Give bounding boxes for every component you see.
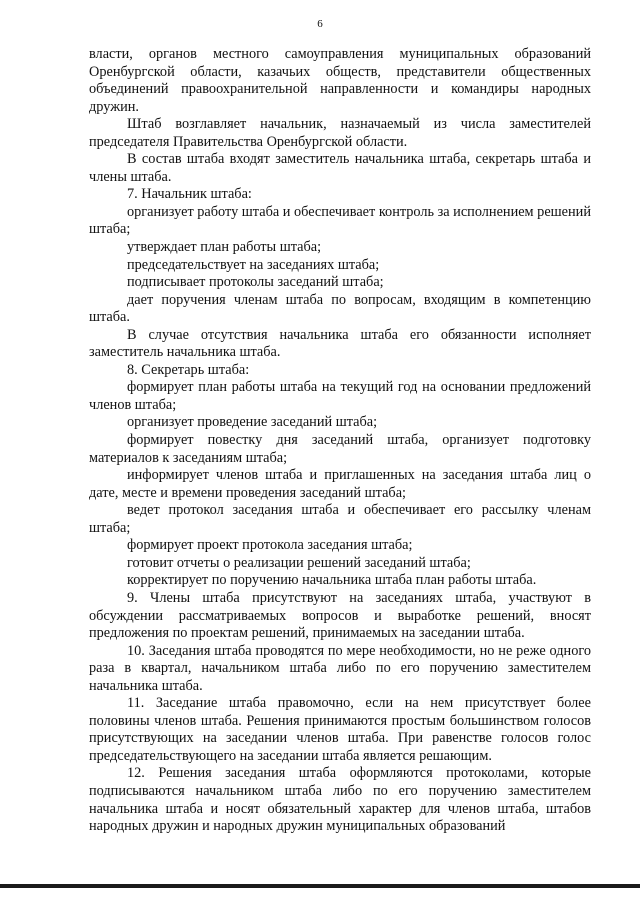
paragraph-head-of-staff: Штаб возглавляет начальник, назначаемый из числа заместителей председателя Правительства Оренбургской области. (89, 116, 591, 150)
list-item: информирует членов штаба и приглашенных на заседания штаба лиц о дате, месте и времени проведения заседаний штаба; (89, 467, 591, 501)
section-12-paragraph: 12. Решения заседания штаба оформляются протоколами, которые подписываются начальником штаба либо по его поручению заместителем начальника штаба и носят обязательный характер для членов штаба, штабов народных дружин и народных дружин муниципальных образований (89, 765, 591, 835)
section-10-paragraph: 10. Заседания штаба проводятся по мере необходимости, но не реже одного раза в квартал, начальником штаба либо по его поручению заместителем начальника штаба. (89, 642, 591, 694)
list-item: ведет протокол заседания штаба и обеспечивает его рассылку членам штаба; (89, 502, 591, 536)
section-8-heading: 8. Секретарь штаба: (127, 361, 250, 378)
document-body (89, 46, 591, 836)
list-item: организует работу штаба и обеспечивает контроль за исполнением решений штаба; (89, 203, 591, 238)
list-item: корректирует по поручению начальника штаба план работы штаба. (127, 572, 537, 589)
page-number: 6 (317, 18, 323, 30)
paragraph-staff-composition: В состав штаба входят заместитель начальника штаба, секретарь штаба и члены штаба. (89, 151, 591, 185)
list-item: подписывает протоколы заседаний штаба; (127, 274, 384, 291)
section-9-paragraph: 9. Члены штаба присутствуют на заседаниях штаба, участвуют в обсуждении рассматриваемых вопросов и выработке решений, вносят предложения по проектам решений, принимаемых на заседании штаба. (89, 589, 591, 642)
bottom-rule (0, 884, 640, 888)
list-item: организует проведение заседаний штаба; (127, 414, 378, 431)
list-item: дает поручения членам штаба по вопросам, входящим в компетенцию штаба. (89, 291, 591, 326)
paragraph-continuation: власти, органов местного самоуправления муниципальных образований Оренбургской области, казачьих обществ, представители общественных объединений правоохранительной направленности и командиры народных дружин. (89, 46, 591, 115)
list-item: утверждает план работы штаба; (127, 239, 322, 256)
list-item: формирует план работы штаба на текущий год на основании предложений членов штаба; (89, 379, 591, 413)
paragraph-absence-rule: В случае отсутствия начальника штаба его обязанности исполняет заместитель начальника штаба. (89, 326, 591, 361)
section-11-paragraph: 11. Заседание штаба правомочно, если на нем присутствует более половины членов штаба. Решения принимаются простым большинством голосов присутствующих на заседании членов штаба. При равенстве голосов голос председательствующего на заседании штаба является решающим. (89, 695, 591, 764)
list-item: председательствует на заседаниях штаба; (127, 256, 380, 273)
list-item: формирует повестку дня заседаний штаба, организует подготовку материалов к заседаниям штаба; (89, 432, 591, 466)
list-item: готовит отчеты о реализации решений заседаний штаба; (127, 554, 471, 571)
section-7-heading: 7. Начальник штаба: (127, 186, 252, 203)
list-item: формирует проект протокола заседания штаба; (127, 537, 413, 554)
